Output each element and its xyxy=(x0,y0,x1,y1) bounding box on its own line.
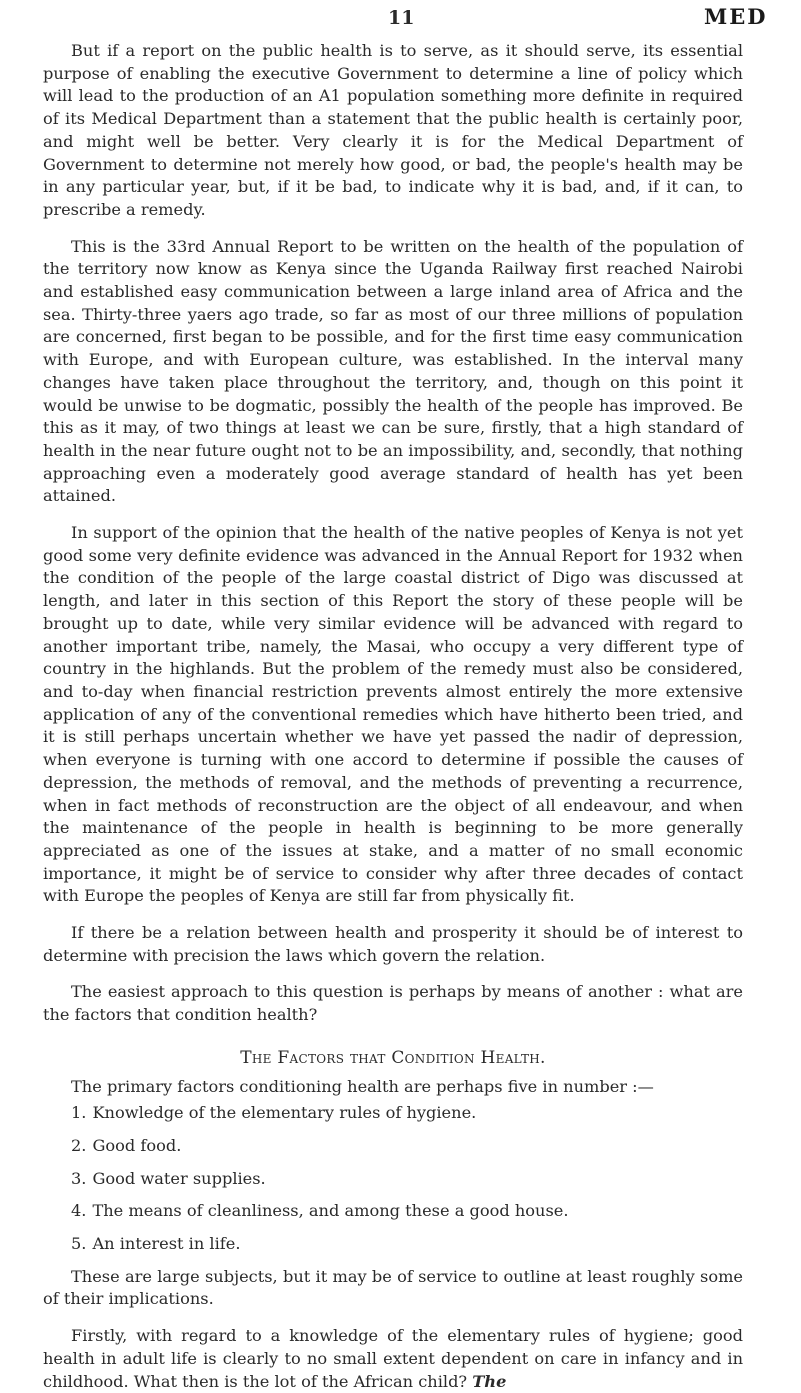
list-item-text: Good food. xyxy=(92,1135,182,1155)
list-item-number: 1. xyxy=(71,1103,87,1123)
list-item-number: 5. xyxy=(71,1234,87,1254)
list-item xyxy=(43,1135,743,1158)
list-item-text: Good water supplies. xyxy=(92,1168,266,1188)
factors-list xyxy=(43,1102,743,1256)
list-item-number: 4. xyxy=(71,1201,87,1221)
list-item-number: 2. xyxy=(71,1135,87,1155)
paragraph-after-list-1: These are large subjects, but it may be of service to outline at least roughly some of their implications. xyxy=(43,1266,743,1309)
paragraph-2: This is the 33rd Annual Report to be written on the health of the population of the territory now know as Kenya since the Uganda Railway first reached Nairobi and established easy communication between a large inland area of Africa and the sea. Thirty-three yaers ago trade, so far as most of our three millions of population are concerned, first began to be possible, and for the first time easy communication with Europe, and with European culture, was established. In the interval many changes have taken place throughout the territory, and, though on this point it would be unwise to be dogmatic, possibly the health of the people has improved. Be this as it may, of two things at least we can be sure, firstly, that a high standard of health in the near future ought not to be an impossibility, and, secondly, that nothing approaching even a moderately good average standard of health has yet been attained. xyxy=(43,236,743,506)
page-number: 11 xyxy=(388,7,415,29)
list-item-text: An interest in life. xyxy=(92,1234,241,1254)
catchword: The xyxy=(472,1371,507,1391)
corner-marks: MED xyxy=(704,4,768,29)
list-item xyxy=(43,1200,743,1223)
body-text xyxy=(43,40,743,1393)
list-item-text: Knowledge of the elementary rules of hygiene. xyxy=(92,1103,477,1123)
paragraph-4: If there be a relation between health and prosperity it should be of interest to determine with precision the laws which govern the relation. xyxy=(43,923,743,965)
list-item xyxy=(43,1233,743,1256)
paragraph-text: Firstly, with regard to a knowledge of the elementary rules of hygiene; good health in adult life is clearly to no small extent dependent on care in infancy and in childhood. What then is the lot of the African child? xyxy=(43,1326,743,1391)
list-item-text: The means of cleanliness, and among these a good house. xyxy=(92,1201,569,1221)
section-heading: The Factors that Condition Health. xyxy=(240,1047,546,1068)
paragraph-1: But if a report on the public health is to serve, as it should serve, its essential purpose of enabling the executive Government to determine a line of policy which will lead to the production of an A1 population something more definite in required of its Medical Department than a statement that the public health is certainly poor, and might well be better. Very clearly it is for the Medical Department of Government to determine not merely how good, or bad, the people's health may be in any particular year, but, if it be bad, to indicate why it is bad, and, if it can, to prescribe a remedy. xyxy=(43,41,743,219)
paragraph-3: In support of the opinion that the health of the native peoples of Kenya is not yet good some very definite evidence was advanced in the Annual Report for 1932 when the condition of the people of the large coastal district of Digo was discussed at length, and later in this section of this Report the story of these people will be brought up to date, while very similar evidence will be advanced with regard to another important tribe, namely, the Masai, who occupy a very different type of country in the highlands. But the problem of the remedy must also be considered, and to-day when financial restriction prevents almost entirely the more extensive application of any of the conventional remedies which have hitherto been tried, and it is still perhaps uncertain whether we have yet passed the nadir of depression, when everyone is turning with one accord to determine if possible the causes of depression, the methods of removal, and the methods of preventing a recurrence, when in fact methods of reconstruction are the object of all endeavour, and when the maintenance of the people in health is beginning to be more generally appreciated as one of the issues at stake, and a matter of no small economic importance, it might be of service to consider why after three decades of contact with Europe the peoples of Kenya are still far from physically fit. xyxy=(43,523,743,906)
list-item xyxy=(43,1168,743,1191)
list-item xyxy=(43,1102,743,1125)
paragraph-after-list-2 xyxy=(43,1325,743,1393)
section-intro: The primary factors conditioning health are perhaps five in number :— xyxy=(71,1076,654,1096)
paragraph-5: The easiest approach to this question is perhaps by means of another : what are the factors that condition health? xyxy=(43,982,743,1025)
list-item-number: 3. xyxy=(71,1168,87,1188)
